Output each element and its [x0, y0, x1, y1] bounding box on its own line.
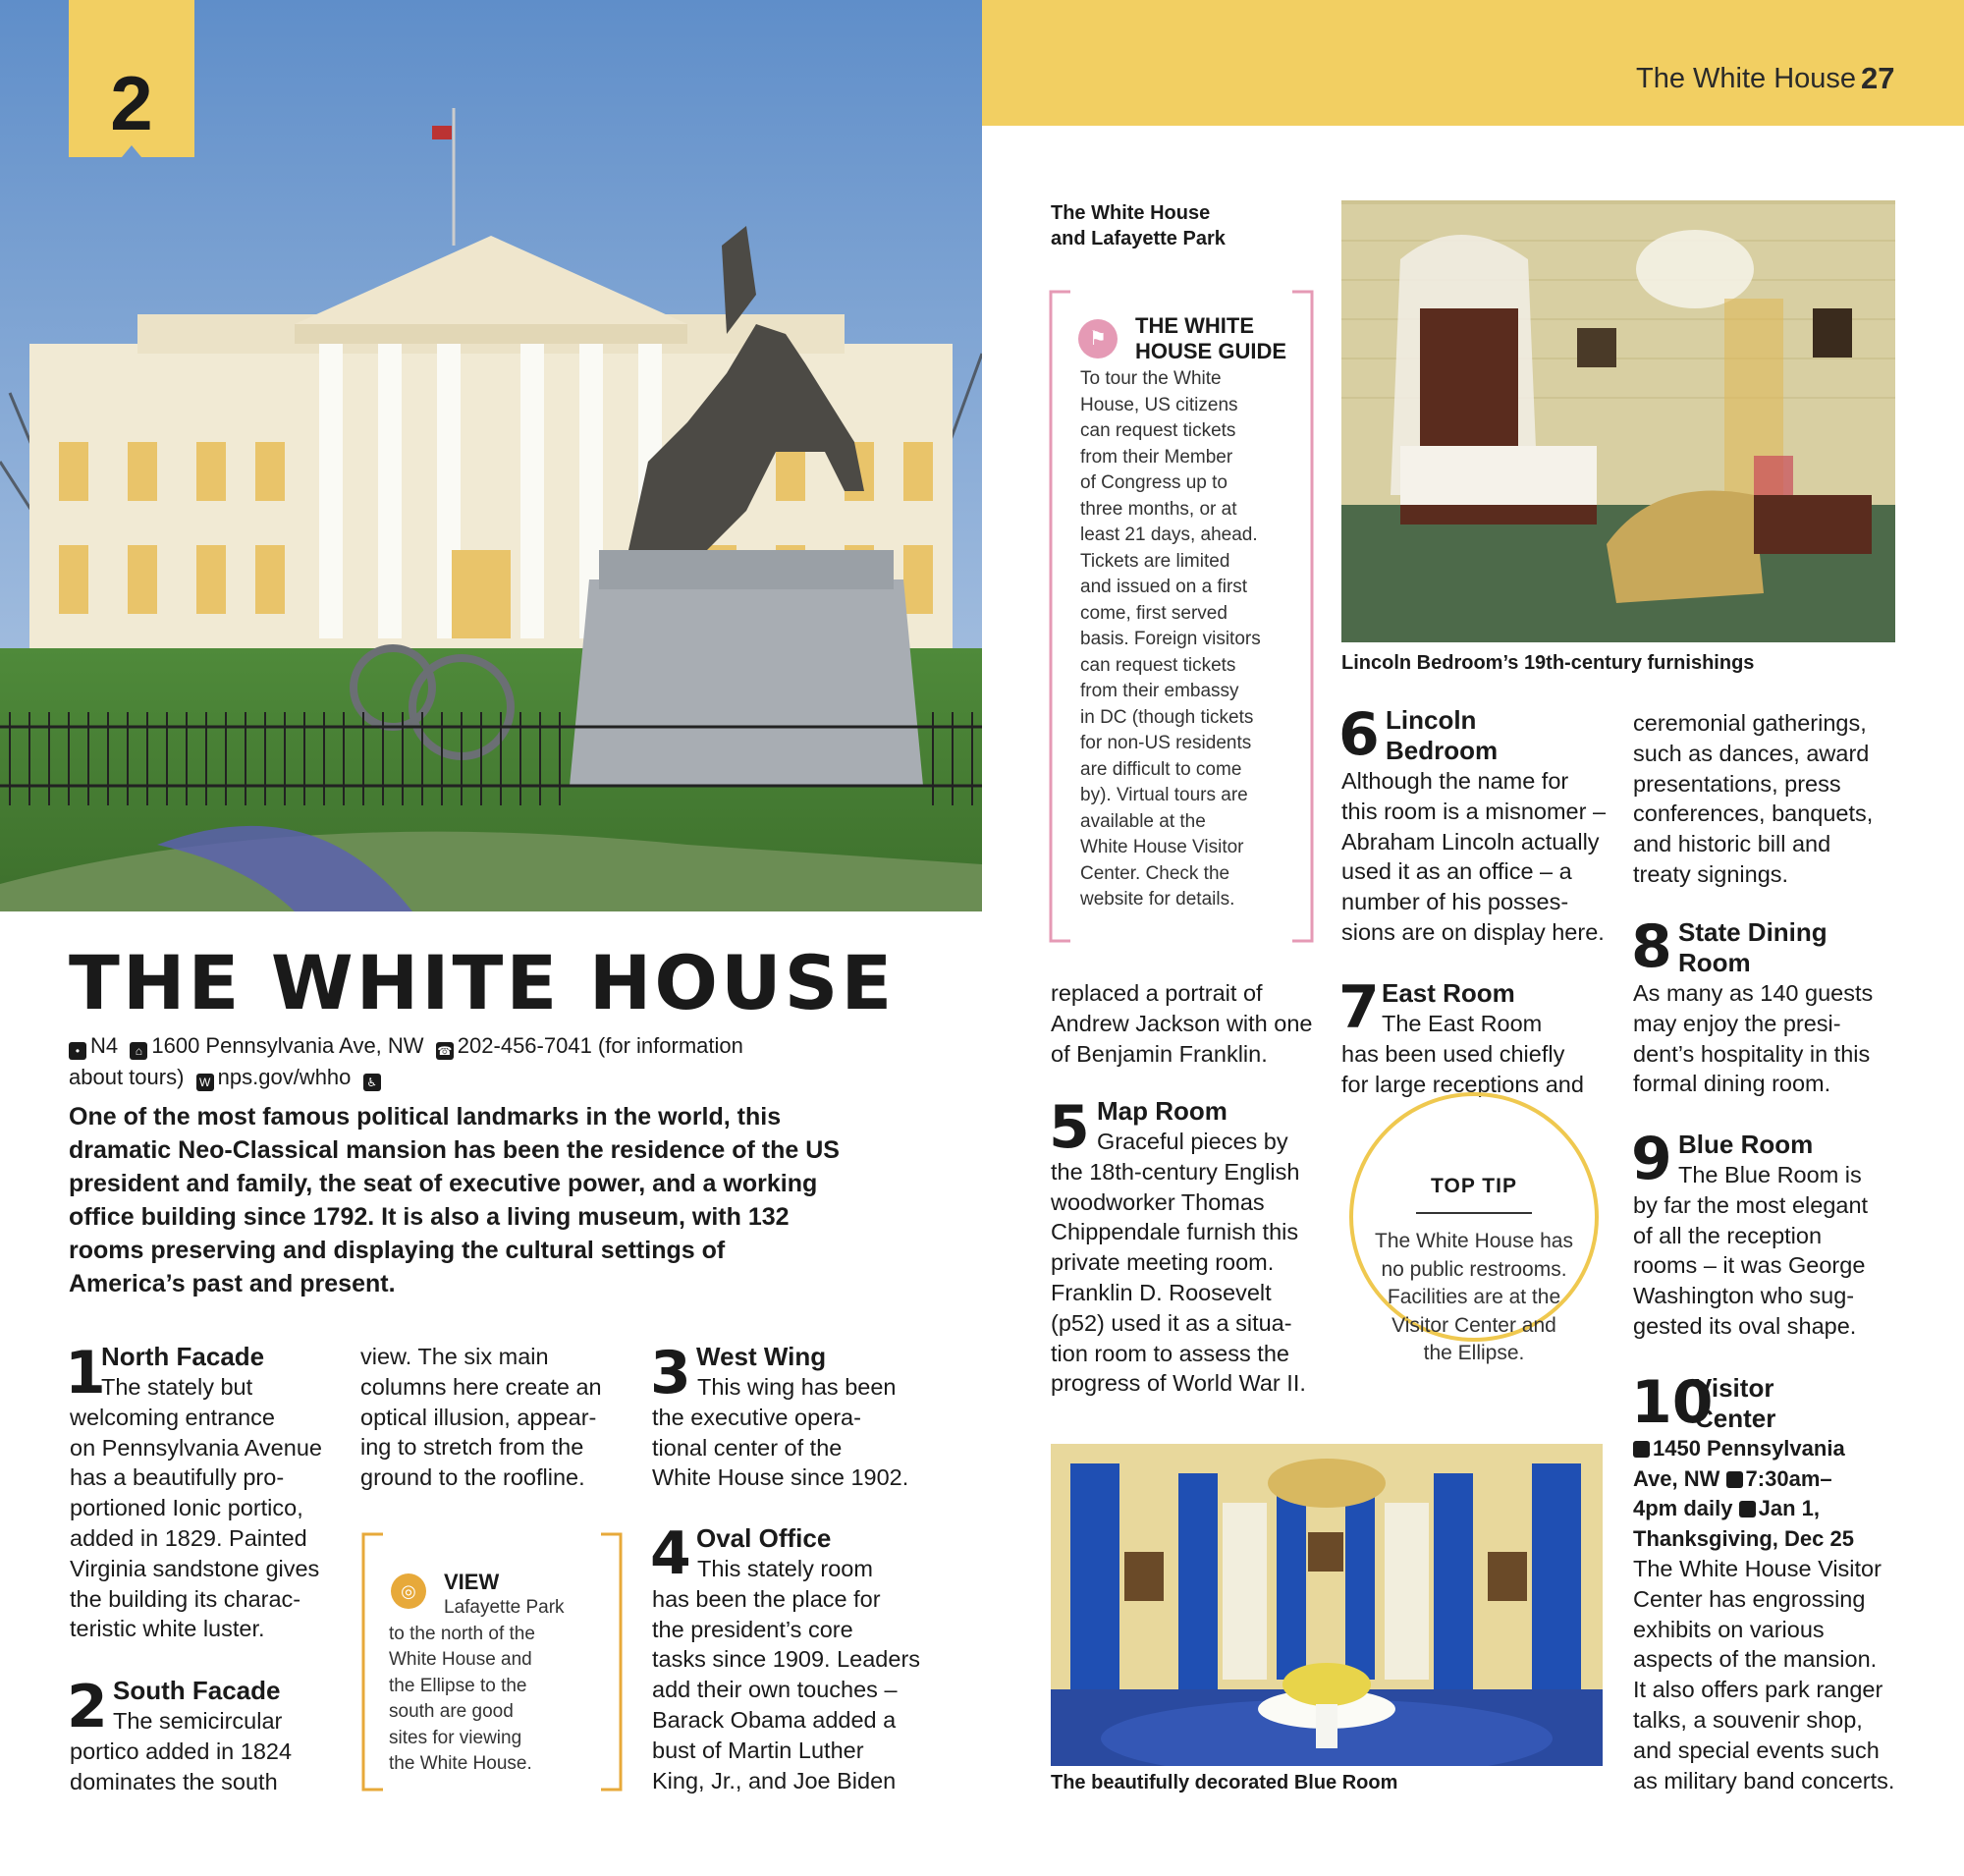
closed-icon — [1739, 1501, 1756, 1517]
map-reference: N4 — [90, 1033, 119, 1058]
section-number-1: 1 — [65, 1339, 106, 1407]
view-box — [361, 1532, 623, 1792]
top-tip-title: TOP TIP — [1431, 1175, 1517, 1197]
section-text-west-wing: This wing has been the executive opera- tional center of the White House since 1902. — [652, 1374, 909, 1491]
section-text-north-facade: The stately but welcoming entrance on Pennsylvania Avenue has a beautifully pro- portioned Ionic portico, added in 1829. Painted Virginia sandstone gives the building its charac- teristic white luster. — [70, 1374, 322, 1642]
caption-lafayette-park: The White House and Lafayette Park — [1051, 202, 1226, 249]
section-text-east-room-cont: ceremonial gatherings, such as dances, award presentations, press conferences, banquets, and historic bill and treaty signings. — [1633, 710, 1874, 887]
visitor-center-info: 1450 Pennsylvania Ave, NW 7:30am– 4pm daily Jan 1, Thanksgiving, Dec 25 — [1633, 1436, 1854, 1551]
address-icon: ⌂ — [130, 1042, 147, 1060]
section-number-2: 2 — [67, 1673, 108, 1741]
running-header-title: The White House — [1636, 63, 1857, 94]
address-icon — [1633, 1441, 1650, 1458]
top-tip-divider — [1416, 1212, 1532, 1214]
lincoln-bedroom-photo — [1341, 200, 1895, 642]
section-title-state-dining-room: State Dining Room — [1678, 917, 1828, 977]
section-text-map-room: Graceful pieces by the 18th-century English woodworker Thomas Chippendale furnish this private meeting room. Franklin D. Roosevelt (p52) used it as a situa- tion room to assess the progress of World War II. — [1051, 1129, 1306, 1397]
section-title-visitor-center: Visitor Center — [1695, 1373, 1776, 1433]
section-number-7: 7 — [1338, 973, 1380, 1042]
camera-icon: ◎ — [391, 1573, 426, 1609]
section-title-lincoln-bedroom: Lincoln Bedroom — [1386, 705, 1499, 765]
section-number-3: 3 — [650, 1339, 691, 1407]
phone: 202-456-7041 (for information — [457, 1033, 743, 1058]
section-text-south-facade-cont: view. The six main columns here create an optical illusion, appear- ing to stretch from the ground to the roofline. — [360, 1344, 602, 1491]
section-text-state-dining-room: As many as 140 guests may enjoy the presi- dent’s hospitality in this formal dining room. — [1633, 980, 1874, 1097]
guide-box-title: THE WHITE HOUSE GUIDE — [1135, 313, 1287, 363]
section-number-5: 5 — [1049, 1093, 1090, 1162]
view-box-title: VIEW — [444, 1570, 500, 1594]
website-icon: W — [196, 1074, 214, 1091]
section-number-8: 8 — [1631, 912, 1672, 981]
chapter-number: 2 — [110, 60, 153, 146]
section-title-blue-room: Blue Room — [1678, 1130, 1814, 1159]
clock-icon — [1726, 1471, 1743, 1488]
section-text-oval-office: This stately room has been the place for the president’s core tasks since 1909. Leaders add their own touches – Barack Obama added a bust of Martin Luther King, Jr., and Joe Biden — [652, 1556, 921, 1793]
section-text-east-room: The East Room has been used chiefly for large receptions and — [1341, 1011, 1584, 1097]
phone-continued: about tours) — [69, 1065, 185, 1089]
white-house-guide-box — [1049, 290, 1314, 943]
section-number-9: 9 — [1631, 1125, 1672, 1193]
section-text-lincoln-bedroom: Although the name for this room is a misnomer – Abraham Lincoln actually used it as an office – a number of his posses- sions are on display here. — [1341, 768, 1607, 945]
top-tip-circle — [1349, 1092, 1599, 1364]
section-title-oval-office: Oval Office — [696, 1523, 832, 1553]
page-number: 27 — [1861, 61, 1895, 95]
blue-room-photo — [1051, 1444, 1603, 1766]
section-number-4: 4 — [650, 1519, 691, 1588]
caption-lincoln-bedroom: Lincoln Bedroom’s 19th-century furnishings — [1341, 652, 1755, 674]
section-title-east-room: East Room — [1382, 978, 1515, 1008]
section-text-blue-room: The Blue Room is by far the most elegant of all the reception rooms – it was George Washington who sug- gested its oval shape. — [1633, 1162, 1869, 1339]
section-title-map-room: Map Room — [1097, 1096, 1228, 1126]
section-text-south-facade: The semicircular portico added in 1824 dominates the south — [70, 1708, 293, 1794]
section-title-west-wing: West Wing — [696, 1342, 827, 1371]
info-line-1 — [69, 1033, 743, 1060]
section-number-10: 10 — [1631, 1368, 1714, 1437]
map-pin-icon: • — [69, 1042, 86, 1060]
view-box-text: Lafayette Park to the north of the White House and the Ellipse to the south are good sites for viewing the White House. — [389, 1597, 565, 1774]
phone-icon: ☎ — [437, 1044, 453, 1058]
top-tip-text: The White House has no public restrooms. Facilities are at the Visitor Center and the Ellipse. — [1375, 1230, 1573, 1364]
section-number-6: 6 — [1338, 700, 1380, 769]
page-title: THE WHITE HOUSE — [69, 939, 896, 1026]
chapter-tab — [69, 0, 194, 157]
section-text-oval-office-cont: replaced a portrait of Andrew Jackson with one of Benjamin Franklin. — [1051, 980, 1313, 1067]
info-line-2 — [69, 1065, 385, 1091]
website-link[interactable]: nps.gov/whho — [217, 1065, 352, 1089]
address: 1600 Pennsylvania Ave, NW — [151, 1033, 424, 1058]
section-text-visitor-center: The White House Visitor Center has engrossing exhibits on various aspects of the mansion. It also offers park ranger talks, a souvenir shop, and special events such as military band concerts. — [1633, 1556, 1895, 1793]
signpost-icon: ⚑ — [1078, 319, 1118, 359]
caption-blue-room: The beautifully decorated Blue Room — [1051, 1772, 1398, 1793]
section-title-north-facade: North Facade — [101, 1342, 265, 1371]
accessibility-icon: ♿ — [363, 1074, 381, 1091]
section-title-south-facade: South Facade — [113, 1676, 281, 1705]
intro-paragraph: One of the most famous political landmarks in the world, this dramatic Neo-Classical mansion has been the residence of the US president and family, the seat of executive power, and a working office building since 1792. It is also a living museum, with 132 rooms preserving and displaying the cultural settings of America’s past and present. — [69, 1103, 840, 1297]
guide-box-text: To tour the White House, US citizens can request tickets from their Member of Congress up to three months, or at least 21 days, ahead. Tickets are limited and issued on a first come, first served basis. Foreign visitors can request tickets from their embassy in DC (though tickets for non-US residents are difficult to come by). Virtual tours are available at the White House Visitor Center. Check the website for details. — [1080, 368, 1261, 910]
